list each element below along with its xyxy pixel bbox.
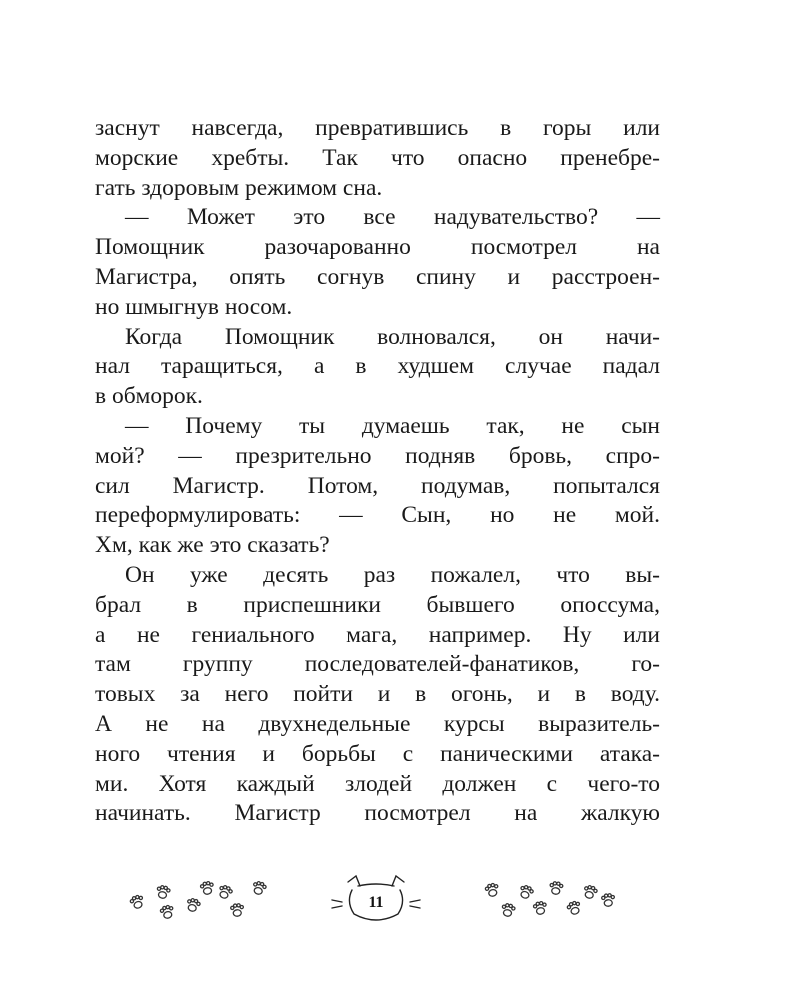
text-line: переформулировать: — Сын, но не мой.	[95, 502, 660, 529]
text-line: мой? — презрительно подняв бровь, спро-	[95, 442, 660, 469]
text-line: гать здоровым режимом сна.	[95, 174, 383, 201]
text-line: Магистра, опять согнув спину и расстроен-	[95, 263, 660, 290]
text-line: — Почему ты думаешь так, не сын	[125, 412, 660, 439]
text-line: А не на двухнедельные курсы выразитель-	[95, 710, 660, 737]
text-line: Когда Помощник волновался, он начи-	[125, 323, 660, 350]
text-line: Хм, как же это сказать?	[95, 532, 330, 559]
paw-prints-ornament-icon	[125, 870, 275, 920]
book-page-text	[95, 114, 660, 829]
text-line: товых за него пойти и в огонь, и в воду.	[95, 681, 660, 708]
text-line: а не гениального мага, например. Ну или	[95, 621, 660, 648]
paw-prints-ornament-icon	[478, 870, 628, 920]
page-footer	[0, 870, 800, 930]
page-number: 11	[368, 894, 384, 911]
text-line: — Может это все надувательство? —	[125, 204, 660, 231]
text-line: но шмыгнув носом.	[95, 293, 293, 320]
text-line: нал таращиться, а в худшем случае падал	[95, 353, 660, 380]
text-line: Он уже десять раз пожалел, что вы-	[125, 561, 660, 588]
text-line: ного чтения и борьбы с паническими атака-	[95, 740, 660, 767]
text-line: брал в приспешники бывшего опоссума,	[95, 591, 660, 618]
text-line: заснут навсегда, превратившись в горы или	[95, 115, 660, 141]
text-line: в обморок.	[95, 383, 203, 410]
text-line: ми. Хотя каждый злодей должен с чего-то	[95, 770, 660, 797]
text-line: сил Магистр. Потом, подумав, попытался	[95, 472, 660, 499]
text-line: морские хребты. Так что опасно пренебре-	[95, 144, 660, 171]
text-line: Помощник разочарованно посмотрел на	[95, 234, 660, 261]
text-line: там группу последователей-фанатиков, го-	[95, 651, 660, 678]
text-line: начинать. Магистр посмотрел на жалкую	[95, 800, 660, 827]
page-number-badge	[328, 872, 424, 928]
